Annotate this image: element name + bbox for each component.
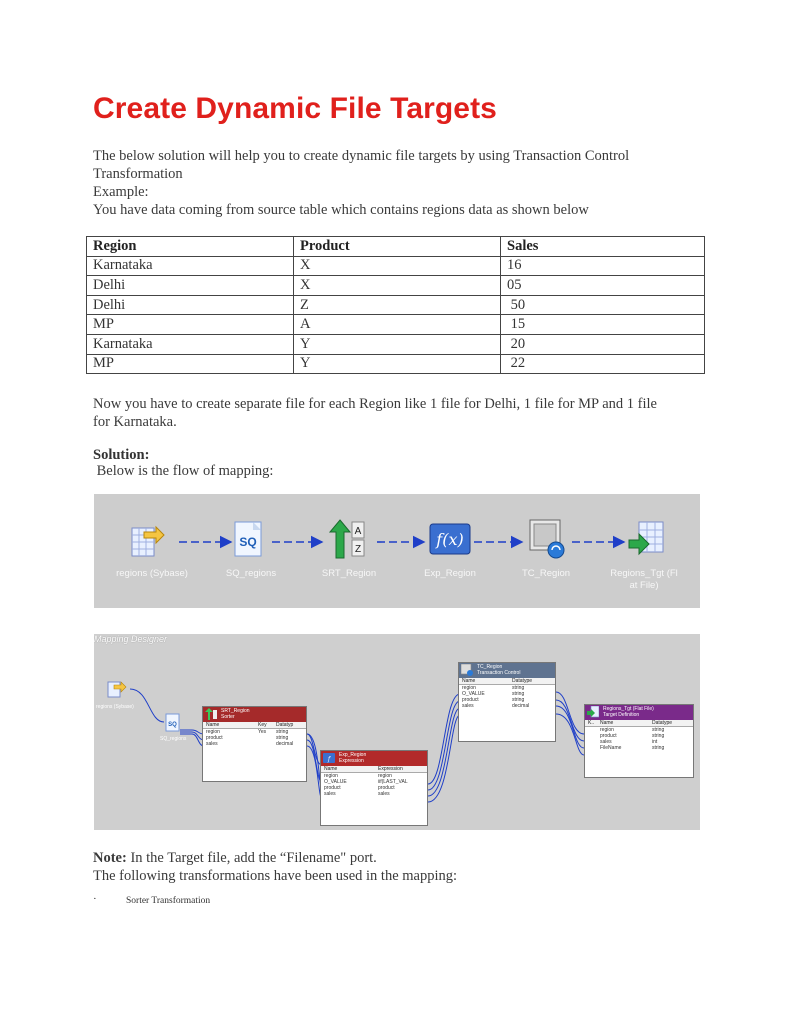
table-header-product: Product bbox=[294, 237, 501, 257]
tc-box-columns bbox=[459, 678, 555, 685]
expression-box-header bbox=[321, 751, 427, 766]
intro-line-1: The below solution will help you to create dynamic file targets by using Transaction Control bbox=[93, 148, 630, 164]
tc-box-type: Transaction Control bbox=[477, 670, 521, 676]
table-row bbox=[87, 256, 705, 276]
flow-node-label: regions (Sybase) bbox=[116, 568, 188, 579]
table-cell: Z bbox=[294, 295, 501, 315]
table-cell: X bbox=[294, 256, 501, 276]
table-row bbox=[87, 295, 705, 315]
target-box-name: Regions_Tgt (Flat File) bbox=[603, 706, 654, 712]
port-row: product product bbox=[324, 785, 395, 791]
note-line-2: The following transformations have been used in the mapping: bbox=[93, 868, 458, 884]
port-row: sales sales bbox=[324, 791, 390, 797]
column-header: Datatyp bbox=[276, 722, 294, 728]
table-header-sales: Sales bbox=[501, 237, 705, 257]
expression-icon bbox=[430, 524, 470, 554]
mapping-flow-diagram bbox=[94, 494, 700, 608]
target-box-type: Target Definition bbox=[603, 712, 640, 718]
note-label: Note: bbox=[93, 850, 127, 866]
table-row bbox=[87, 276, 705, 296]
table-cell: 22 bbox=[501, 354, 705, 374]
column-header: Expression bbox=[378, 766, 403, 772]
designer-sq-icon bbox=[166, 714, 179, 731]
target-box-header bbox=[585, 705, 693, 720]
target-file-icon bbox=[587, 706, 599, 718]
port-row: sales decimal bbox=[206, 741, 294, 747]
designer-source-label: regions (Sybase) bbox=[96, 704, 134, 710]
port-row: region string bbox=[600, 727, 665, 733]
mapping-designer bbox=[94, 634, 700, 830]
port-row: FileName string bbox=[600, 745, 665, 751]
solution-text: Below is the flow of mapping: bbox=[93, 463, 274, 479]
transaction-control-icon bbox=[530, 520, 564, 558]
target-box-columns bbox=[585, 720, 693, 727]
svg-text:SQ: SQ bbox=[168, 722, 177, 728]
tc-box-header bbox=[459, 663, 555, 678]
svg-text:SQ: SQ bbox=[239, 535, 257, 549]
port-row: product string bbox=[600, 733, 665, 739]
table-cell: Delhi bbox=[87, 295, 294, 315]
regions-table bbox=[86, 236, 705, 374]
link-line bbox=[428, 715, 460, 802]
link-line bbox=[130, 689, 164, 722]
sorter-box-name: SRT_Region bbox=[221, 708, 250, 714]
port-row: region region bbox=[324, 773, 392, 779]
source-table-icon bbox=[132, 527, 164, 556]
flow-node-label: SQ_regions bbox=[225, 568, 277, 579]
column-header: K.. bbox=[588, 720, 595, 726]
port-row: region string bbox=[462, 685, 525, 691]
solution-heading: Solution: bbox=[93, 447, 150, 463]
port-row: product string bbox=[206, 735, 289, 741]
transaction-control-box[interactable] bbox=[458, 662, 556, 742]
column-header: Name bbox=[600, 720, 614, 726]
table-cell: Y bbox=[294, 354, 501, 374]
note-text: In the Target file, add the “Filename" port. bbox=[126, 850, 377, 866]
table-header-region: Region bbox=[87, 237, 294, 257]
svg-text:Z: Z bbox=[354, 544, 362, 555]
sorter-icon bbox=[330, 520, 364, 558]
table-cell: Delhi bbox=[87, 276, 294, 296]
table-row bbox=[87, 315, 705, 335]
flow-node-label: Regions_Tgt (Fl at File) bbox=[610, 568, 678, 591]
table-cell: Karnataka bbox=[87, 334, 294, 354]
port-row: O_VALUE string bbox=[462, 691, 525, 697]
table-cell: Y bbox=[294, 334, 501, 354]
expression-box-type: Expression bbox=[339, 758, 364, 764]
port-row: sales int bbox=[600, 739, 658, 745]
link-line bbox=[556, 706, 584, 748]
after-table-line-2: for Karnataka. bbox=[93, 414, 177, 430]
column-header: Name bbox=[324, 766, 338, 772]
column-header: Name bbox=[206, 722, 220, 728]
designer-title: Mapping Designer bbox=[94, 634, 168, 644]
source-qualifier-icon bbox=[235, 522, 261, 556]
port-row: product string bbox=[462, 697, 525, 703]
table-cell: X bbox=[294, 276, 501, 296]
table-cell: 05 bbox=[501, 276, 705, 296]
note-line-1 bbox=[93, 849, 713, 867]
table-cell: Karnataka bbox=[87, 256, 294, 276]
table-cell: 16 bbox=[501, 256, 705, 276]
intro-line-2: Transformation bbox=[93, 166, 183, 182]
svg-text:f: f bbox=[327, 756, 331, 763]
flow-node-label: SRT_Region bbox=[321, 568, 377, 579]
svg-text:f(x): f(x) bbox=[436, 530, 464, 549]
bullet-marker: · bbox=[93, 893, 97, 905]
link-line bbox=[428, 694, 460, 784]
column-header: Datatype bbox=[652, 720, 673, 726]
expression-box-columns bbox=[321, 766, 427, 773]
expression-box-name: Exp_Region bbox=[339, 752, 367, 758]
table-cell: 15 bbox=[501, 315, 705, 335]
intro-line-4: You have data coming from source table which contains regions data as shown below bbox=[93, 202, 589, 218]
intro-line-3: Example: bbox=[93, 184, 149, 200]
designer-source-icon bbox=[108, 682, 126, 697]
table-cell: 20 bbox=[501, 334, 705, 354]
table-cell: A bbox=[294, 315, 501, 335]
sorter-icon bbox=[205, 708, 217, 720]
table-header-row bbox=[87, 237, 705, 257]
bullet-item: Sorter Transformation bbox=[126, 896, 211, 906]
tc-box-name: TC_Region bbox=[477, 664, 503, 670]
column-header: Key bbox=[258, 722, 267, 728]
target-file-icon bbox=[629, 522, 663, 554]
table-cell: MP bbox=[87, 315, 294, 335]
port-row: region Yes string bbox=[206, 729, 289, 735]
expression-transformation-box[interactable] bbox=[320, 750, 428, 826]
table-cell: MP bbox=[87, 354, 294, 374]
sorter-transformation-box[interactable] bbox=[202, 706, 307, 782]
table-row bbox=[87, 334, 705, 354]
flow-node-label: Exp_Region bbox=[424, 568, 476, 579]
expression-icon bbox=[323, 752, 335, 764]
table-cell: 50 bbox=[501, 295, 705, 315]
sorter-box-columns bbox=[203, 722, 306, 729]
sorter-box-type: Sorter bbox=[221, 714, 235, 720]
port-row: sales decimal bbox=[462, 703, 530, 709]
column-header: Datatype bbox=[512, 678, 533, 684]
table-row bbox=[87, 354, 705, 374]
after-table-line-1: Now you have to create separate file for each Region like 1 file for Delhi, 1 file for MP and 1 file bbox=[93, 396, 657, 412]
column-header: Name bbox=[462, 678, 476, 684]
link-line bbox=[556, 692, 584, 734]
port-row: O_VALUE iif(LAST_VAL bbox=[324, 779, 408, 785]
designer-sq-label: SQ_regions bbox=[160, 736, 187, 742]
sorter-box-header bbox=[203, 707, 306, 722]
target-definition-box[interactable] bbox=[584, 704, 694, 778]
page-title: Create Dynamic File Targets bbox=[93, 92, 497, 125]
transaction-control-icon bbox=[461, 664, 473, 676]
flow-node-label: TC_Region bbox=[521, 568, 571, 579]
svg-text:A: A bbox=[354, 526, 362, 537]
